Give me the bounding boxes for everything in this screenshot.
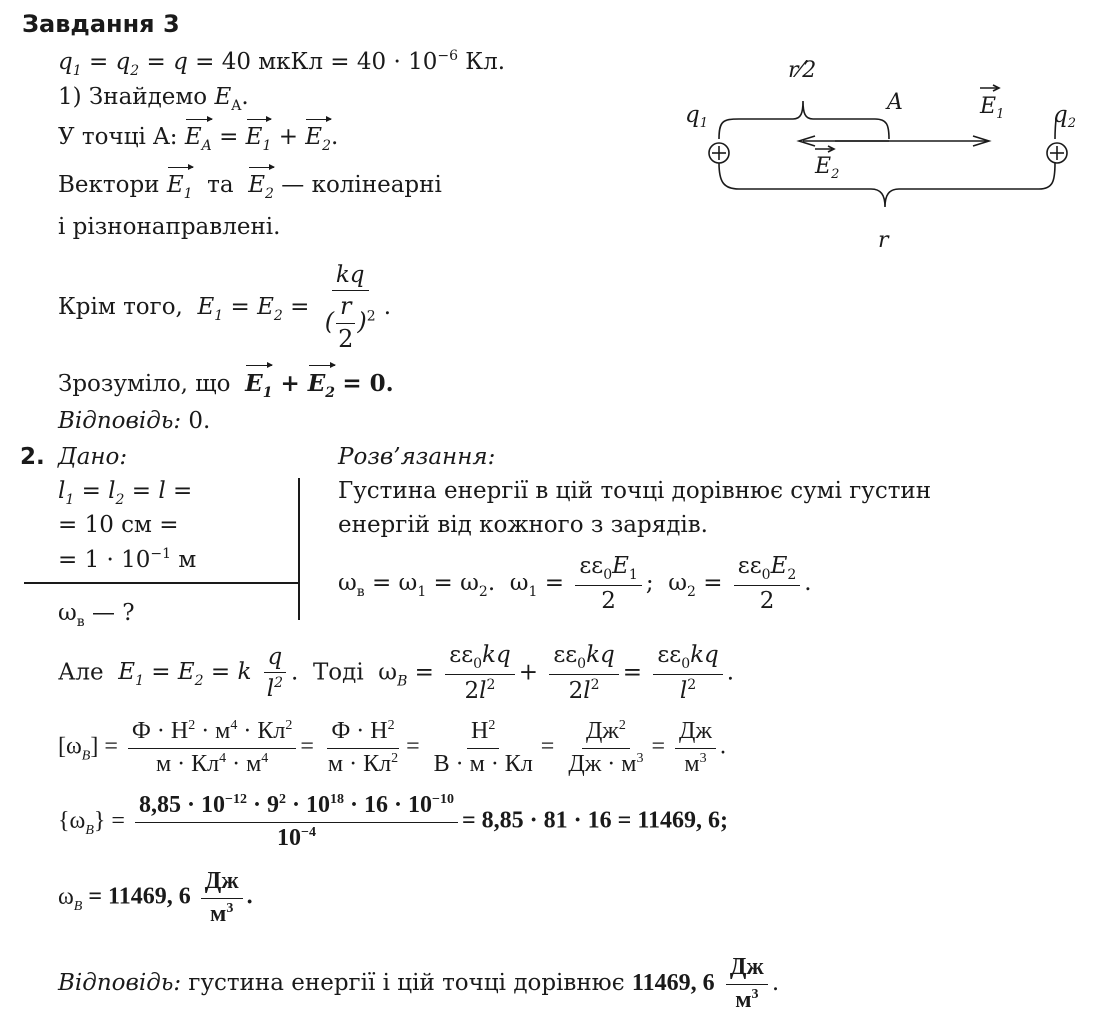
omega-sum-line: Але $E_1 = E_2 = k$ $\frac{q}{l^2}$ . Тоді $\omega_B$ = $\frac{\varepsilon\varepsilon_0kq}{2l^2}$ + $\frac{\varepsilon\varepsilon_0kq}{2l^2}$ = $\frac{\varepsilon\varepsilon_0kq}{l^2}$ . [58, 642, 735, 705]
point-a-label: A [887, 90, 903, 115]
given-line-1: $l_1 = l_2 = l$ = [58, 478, 193, 508]
answer-2: Відповідь: густина енергії і цій точці дорівнює 11469, 6 $\frac{Дж}{м^3}$ . [58, 954, 780, 1013]
vectors-line-2: і різнонаправлені. [58, 214, 281, 240]
given-line-3: = $1 \cdot 10^{-1}$ м [58, 546, 197, 573]
charges-diagram [675, 55, 1095, 255]
task-2-number: 2. [20, 444, 45, 470]
step-1-text: 1) Знайдемо E [58, 84, 232, 110]
step-1-line: 1) Знайдемо $E_A$. [58, 84, 249, 114]
q1-label: $q_1$ [685, 102, 709, 131]
given-label: Дано: [58, 444, 128, 470]
value-calc-line: $\{\omega_B\}$ = $\frac{8,85 \cdot 10^{-12} \cdot 9^2 \cdot 10^{18} \cdot 16 \cdot 10^{-10}}{10^{-4}}$ = 8,85 · 81 · 16 = 11469, 6; [58, 792, 729, 851]
sum-zero-line: Зрозуміло, що $E_1 + E_2 = 0$. [58, 370, 394, 401]
omega-relations: $\omega_в = \omega_1 = \omega_2$. $\omega_1$ = $\frac{\varepsilon\varepsilon_0E_1}{2}$ ; $\omega_2$ = $\frac{\varepsilon\varepsilon_0E_2}{2}$ . [338, 553, 812, 615]
vectors-line: Вектори $E_1$ та $E_2$ — колінеарні [58, 172, 442, 202]
e2-label: $E_2$ [815, 154, 840, 182]
q2-label: $q_2$ [1053, 102, 1077, 131]
point-a-equation: У точці A: $E_A = E_1 + E_2$. [58, 124, 339, 154]
field-equality-line: Крім того, $E_1 = E_2$ = kq ( $\frac{r}{2}$ )$^2$ . [58, 262, 391, 354]
given-solution-divider [298, 478, 300, 620]
result-line: $\omega_B = 11469$, 6 $\frac{Дж}{м^3}$ . [58, 868, 253, 927]
given-find-divider [24, 582, 299, 584]
task-heading: Завдання 3 [22, 10, 180, 38]
given-line-2: = 10 см = [58, 512, 179, 538]
find-line: $\omega_в$ — ? [58, 600, 135, 630]
field-fraction: kq ( $\frac{r}{2}$ )$^2$ [324, 262, 376, 354]
r-label: r [878, 228, 889, 253]
solution-text-2: енергій від кожного з зарядів. [338, 512, 708, 538]
given-charges-line: $q_1 = q_2 = q = 40$ мкКл = $40 \cdot 10^{-6}$ Кл. [58, 48, 506, 79]
r-half-label: r⁄2 [788, 58, 817, 83]
answer-1: Відповідь: 0. [58, 408, 211, 434]
solution-label: Розв’язання: [338, 444, 496, 470]
units-line: $[\omega_B]$ = $\frac{Ф \cdot Н^2 \cdot м^4 \cdot Кл^2}{м \cdot Кл^4 \cdot м^4}$ = $\frac{Ф \cdot Н^2}{м \cdot Кл^2}$ = $\frac{Н^2}{В \cdot м \cdot Кл}$ = $\frac{Дж^2}{Дж \cdot м^3}$ = $\frac{Дж}{м^3}$ . [58, 718, 726, 777]
solution-text-1: Густина енергії в цій точці дорівнює сумі густин [338, 478, 932, 504]
step-1-sub: A [231, 98, 242, 114]
e1-label: $E_1$ [980, 94, 1005, 122]
